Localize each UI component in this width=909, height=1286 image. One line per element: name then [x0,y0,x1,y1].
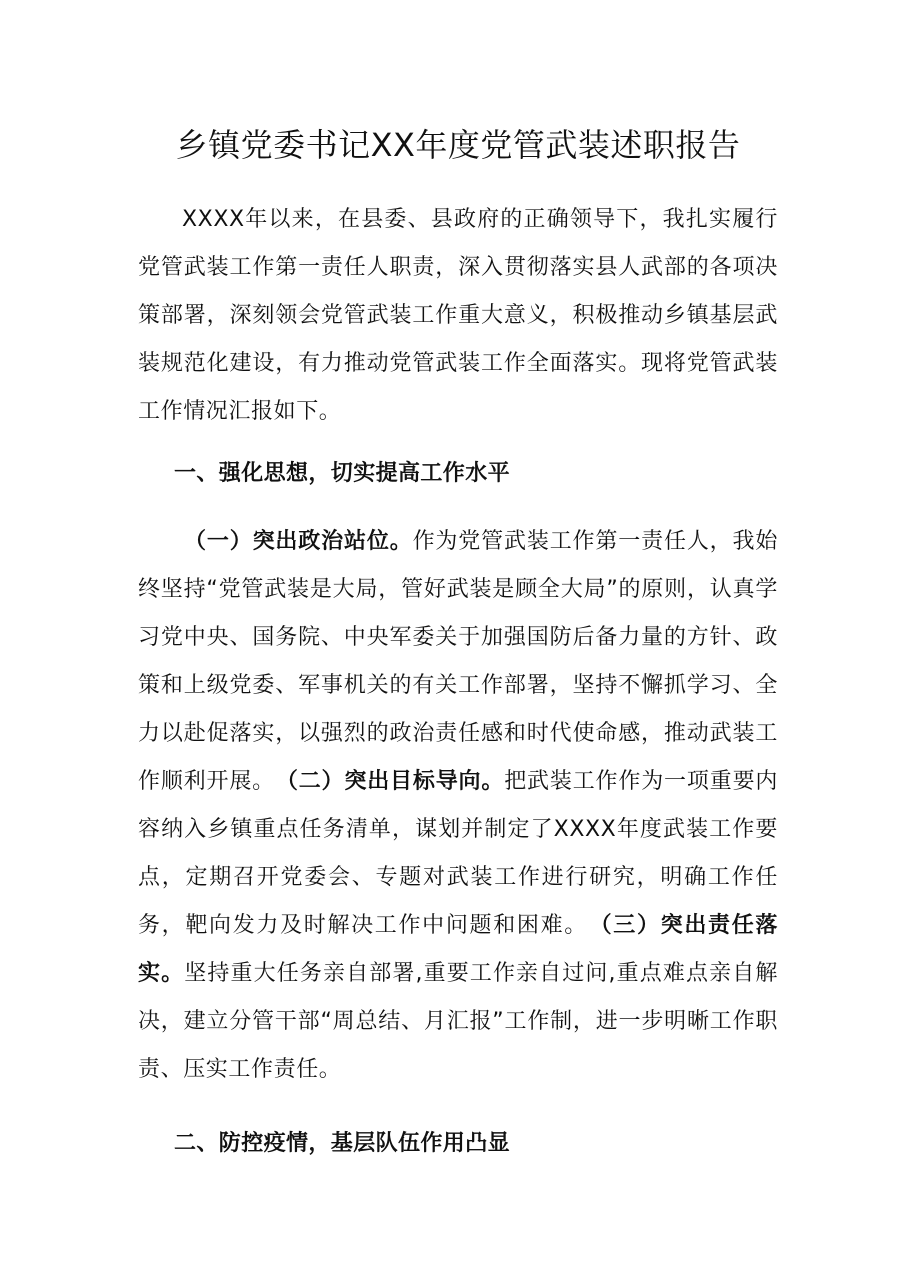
item-1-label: （一）突出政治站位。 [184,529,413,554]
item-1-text: 作为党管武装工作第一责任人，我始终坚持“党管武装是大局，管好武装是顾全大局”的原则，认真学习党中央、国务院、中央军委关于加强国防后备力量的方针、政策和上级党委、军事机关的有关工作部署，坚持不懈抓学习、全力以赴促落实，以强烈的政治责任感和时代使命感，推动武装工作顺利开展。 [138,529,778,794]
intro-paragraph: XXXX年以来，在县委、县政府的正确领导下，我扎实履行党管武装工作第一责任人职责，深入贯彻落实县人武部的各项决策部署，深刻领会党管武装工作重大意义，积极推动乡镇基层武装规范化建设，有力推动党管武装工作全面落实。现将党管武装工作情况汇报如下。 [138,207,778,424]
section-1-heading: 一、强化思想，切实提高工作水平 [174,461,511,486]
item-2-text: 把武装工作作为一项重要内容纳入乡镇重点任务清单，谋划并制定了XXXX年度武装工作要点，定期召开党委会、专题对武装工作进行研究，明确工作任务，靶向发力及时解决工作中问题和困难。 [138,769,778,938]
item-3-text: 坚持重大任务亲自部署,重要工作亲自过问,重点难点亲自解决，建立分管干部“周总结、月汇报”工作制，进一步明晰工作职责、压实工作责任。 [138,961,778,1082]
document-title: 乡镇党委书记XX年度党管武装述职报告 [175,126,741,164]
section-2-heading: 二、防控疫情，基层队伍作用凸显 [174,1131,511,1156]
item-3-label: （三）突出责任落实。 [138,913,778,986]
section-1-body [138,518,778,1094]
item-2-label: （二）突出目标导向。 [286,769,505,794]
